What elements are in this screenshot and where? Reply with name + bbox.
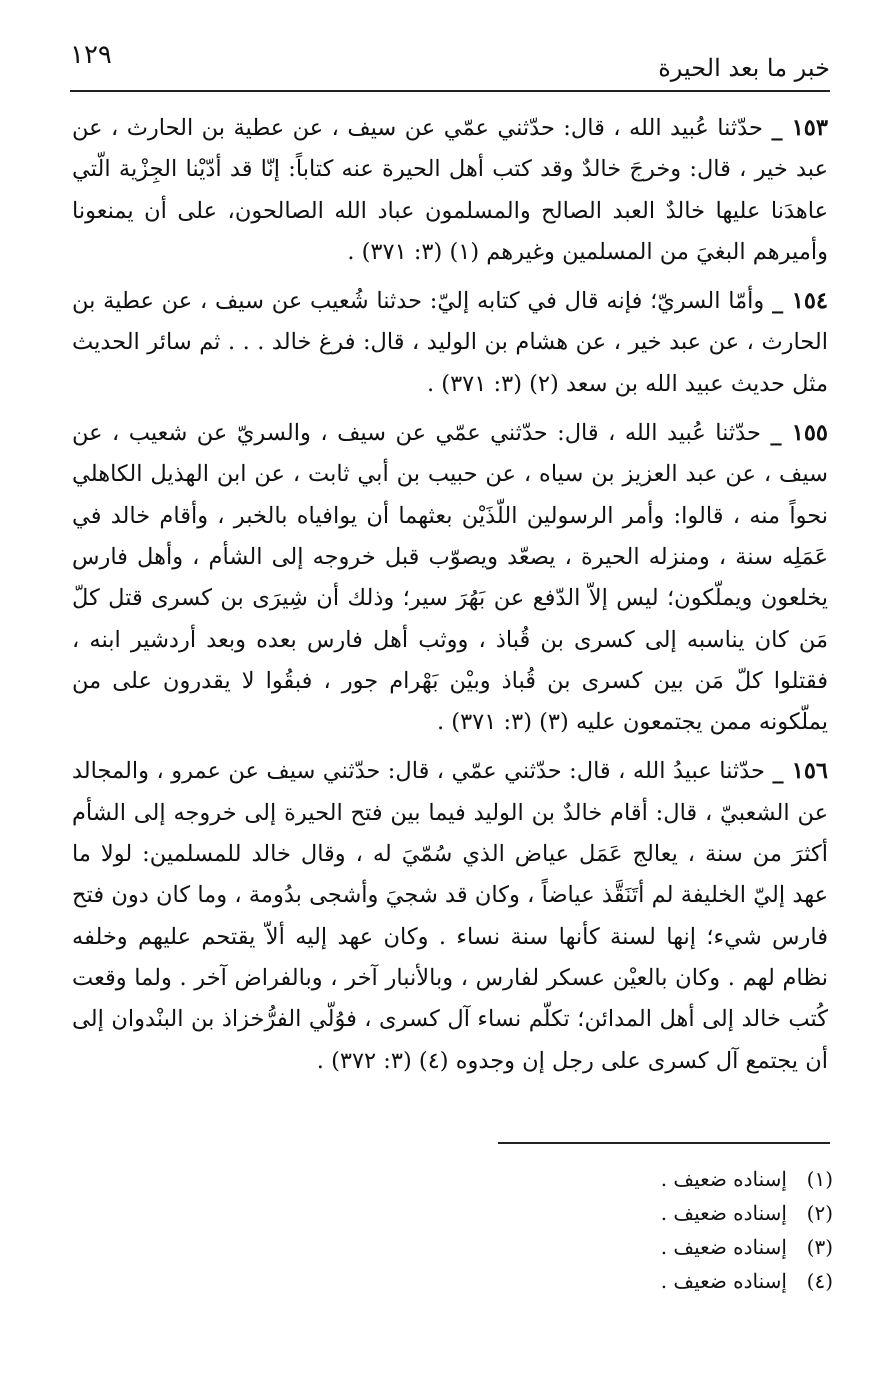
footnote-separator: [498, 1142, 830, 1144]
footnote-text: إسناده ضعيف .: [660, 1269, 787, 1293]
paragraph-number: ١٥٦ _: [772, 758, 829, 785]
page-number: ١٢٩: [70, 40, 112, 70]
footnote-number: (٤): [806, 1269, 833, 1293]
footnote-marker: (١): [449, 238, 480, 265]
footnote-item: [533, 1196, 833, 1230]
footnote-text: إسناده ضعيف .: [660, 1235, 787, 1259]
footnote-item: [533, 1162, 833, 1196]
paragraph-154: [72, 281, 828, 405]
source-reference: (٣: ٣٧١) .: [347, 238, 443, 265]
source-reference: (٣: ٣٧٢) .: [316, 1047, 412, 1074]
main-text: [72, 108, 828, 1090]
footnote-item: [533, 1264, 833, 1298]
paragraph-text: حدّثنا عُبيد الله ، قال: حدّثني عمّي عن سيف ، عن عطية بن الحارث ، عن عبد خير ، قال: وخرجَ خالدٌ وقد كتب أهل الحيرة عنه كتاباً: إنّا قد أدّيْنا الجِزْية الّتي عاهدَنا عليها خالدٌ العبد الصالح والمسلمون عباد الله الصالحون، على أن يمنعونا وأميرهم البغيَ من المسلمين وغيرهم: [72, 115, 828, 265]
paragraph-156: [72, 751, 828, 1081]
paragraph-153: [72, 108, 828, 273]
footnote-number: (٣): [806, 1235, 833, 1259]
footnote-number: (٢): [806, 1201, 833, 1225]
source-reference: (٣: ٣٧١) .: [437, 709, 532, 736]
paragraph-text: حدّثنا عبيدُ الله ، قال: حدّثني عمّي ، قال: حدّثني سيف عن عمرو ، والمجالد عن الشعبيّ ، قال: أقام خالدٌ بن الوليد فيما بين فتح الحيرة إلى خروجه إلى الشأم أكثرَ من سنة ، يعالج عَمَل عياض الذي سُمّيَ له ، وقال خالد للمسلمين: لولا ما عهد إليّ الخليفة لم أتَنَقَّذ عياضاً ، وكان قد شجيَ وأشجى بدُومة ، وما كان دون فتح فارس شيء؛ إنها لسنة كأنها سنة نساء . وكان عهد إليه ألاّ يقتحم عليهم وخلفه نظام لهم . وكان بالعيْن عسكر لفارس ، وبالأنبار آخر ، وبالفراض آخر . ولما وقعت كُتب خالد إلى أهل المدائن؛ تكلّم نساء آل كسرى ، فوُلّي الفرُّخزاذ بن البنْدوان إلى أن يجتمع آل كسرى على رجل إن وجدوه: [72, 758, 828, 1074]
footnote-item: [533, 1230, 833, 1264]
footnote-text: إسناده ضعيف .: [660, 1167, 787, 1191]
page-header: [70, 40, 830, 86]
paragraph-number: ١٥٥ _: [770, 420, 828, 447]
paragraph-text: حدّثنا عُبيد الله ، قال: حدّثني عمّي عن سيف ، والسريّ عن شعيب ، عن سيف ، عن عبد العزيز بن سياه ، عن حبيب بن أبي ثابت ، عن ابن الهذيل الكاهلي نحواً منه ، قالوا: وأمر الرسولين اللّذَيْن بعثهما أن يوافياه بالخبر ، وأقام خالد في عَمَلِه سنة ، ومنزله الحيرة ، يصعّد ويصوّب قبل خروجه إلى الشأم ، وأهل فارس يخلعون ويملّكون؛ ليس إلاّ الدّفع عن بَهُرَ سير؛ وذلك أن شِيرَى بن كسرى قتل كلّ مَن كان يناسبه إلى كسرى بن قُباذ ، ووثب أهل فارس بعده وبعد أردشير ابنه ، فقتلوا كلّ مَن بين كسرى بن قُباذ وبيْن بَهْرام جور ، فبقُوا لا يقدرون على من يملّكونه ممن يجتمعون عليه: [72, 420, 828, 736]
footnotes: [533, 1162, 833, 1298]
header-rule: [70, 90, 830, 92]
paragraph-text: وأمّا السريّ؛ فإنه قال في كتابه إليّ: حدثنا شُعيب عن سيف ، عن عطية بن الحارث ، عن عبد خير ، عن هشام بن الوليد ، قال: فرغ خالد . . . ثم سائر الحديث مثل حديث عبيد الله بن سعد: [72, 288, 828, 397]
footnote-number: (١): [806, 1167, 833, 1191]
footnote-marker: (٣): [539, 709, 569, 736]
footnote-marker: (٢): [529, 370, 559, 397]
source-reference: (٣: ٣٧١) .: [427, 370, 522, 397]
paragraph-number: ١٥٤ _: [772, 288, 828, 315]
paragraph-number: ١٥٣ _: [771, 115, 828, 141]
running-title: خبر ما بعد الحيرة: [658, 54, 830, 82]
paragraph-155: [72, 413, 828, 743]
footnote-marker: (٤): [418, 1047, 449, 1074]
footnote-text: إسناده ضعيف .: [660, 1201, 787, 1225]
